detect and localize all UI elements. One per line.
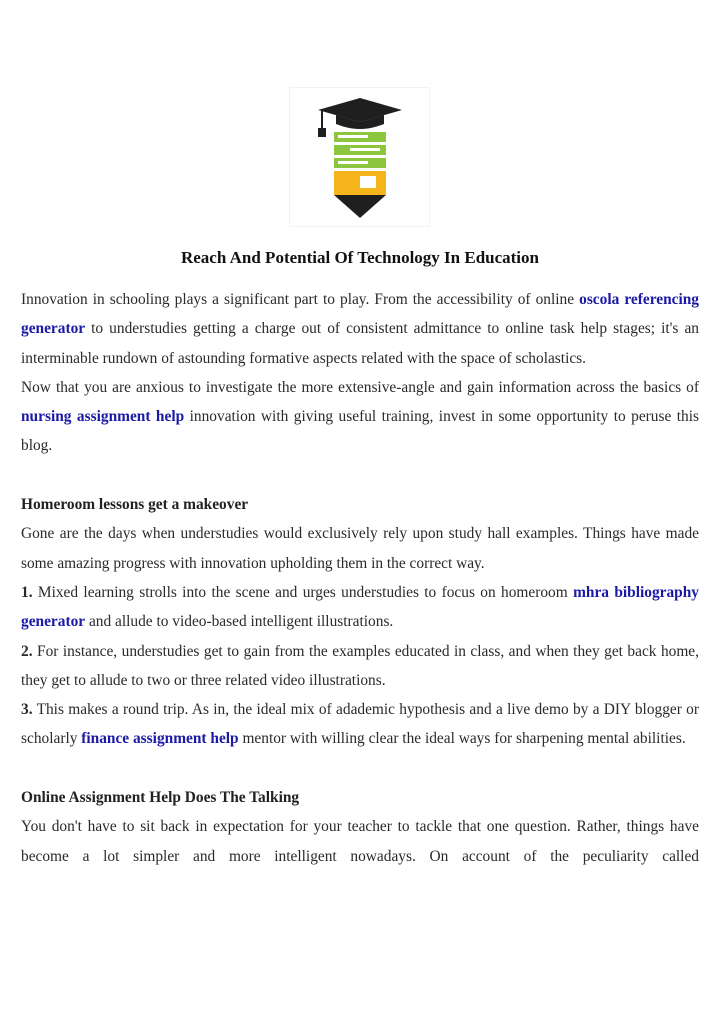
text-span: Now that you are anxious to investigate the more extensive-angle and gain information across the basics of — [21, 378, 699, 396]
finance-assignment-help-link[interactable]: finance assignment help — [81, 730, 239, 748]
nursing-assignment-help-link[interactable]: nursing assignment help — [21, 408, 185, 426]
text-span: For instance, understudies get to gain from the examples educated in class, and when they get back home, they get to allude to two or three related video illustrations. — [21, 642, 699, 689]
text-span: This makes a round trip. As in, the ideal mix of adademic hypothesis and a live demo by a DIY blogger or scholarly — [21, 701, 699, 748]
text-span: innovation with giving useful training, invest in some opportunity to peruse this blog. — [21, 408, 699, 455]
graduation-cap-pencil-logo-icon — [290, 88, 429, 226]
section-heading-homeroom: Homeroom lessons get a makeover — [21, 496, 249, 514]
list-item-2 — [21, 637, 699, 696]
page-title: Reach And Potential Of Technology In Education — [180, 248, 539, 267]
list-item-1 — [21, 578, 699, 637]
item-number: 3. — [21, 701, 33, 719]
oscola-referencing-generator-link[interactable]: oscola referencing generator — [21, 291, 699, 338]
logo — [290, 88, 429, 226]
intro-paragraph-1 — [21, 285, 699, 373]
article-body — [21, 285, 699, 871]
intro-paragraph-2 — [21, 373, 699, 461]
spacer — [21, 461, 699, 490]
section1-paragraph: Gone are the days when understudies would exclusively rely upon study hall examples. Things have made some amazing progress with innovation upholding them in the correct way. — [21, 525, 699, 572]
text-span: to understudies getting a charge out of consistent admittance to online task help stages; it's an interminable rundown of astounding formative aspects related with the space of scholastics. — [21, 320, 699, 367]
text-span: mentor with willing clear the ideal ways for sharpening mental abilities. — [238, 730, 686, 748]
text-span: Innovation in schooling plays a significant part to play. From the accessibility of online — [21, 291, 580, 308]
text-span: Mixed learning strolls into the scene and urges understudies to focus on homeroom — [32, 583, 574, 601]
spacer — [21, 754, 699, 783]
item-number: 2. — [21, 642, 33, 660]
mhra-bibliography-generator-link[interactable]: mhra bibliography generator — [21, 583, 699, 631]
section2-paragraph: You don't have to sit back in expectation for your teacher to tackle that one question. Rather, things have become a lot simpler and more intelligent nowadays. On account of the peculiarity called — [21, 818, 699, 865]
text-span: and allude to video-based intelligent illustrations. — [85, 613, 394, 631]
section-heading-online-assignment: Online Assignment Help Does The Talking — [21, 789, 300, 807]
item-number: 1. — [21, 583, 33, 601]
list-item-3 — [21, 695, 699, 754]
